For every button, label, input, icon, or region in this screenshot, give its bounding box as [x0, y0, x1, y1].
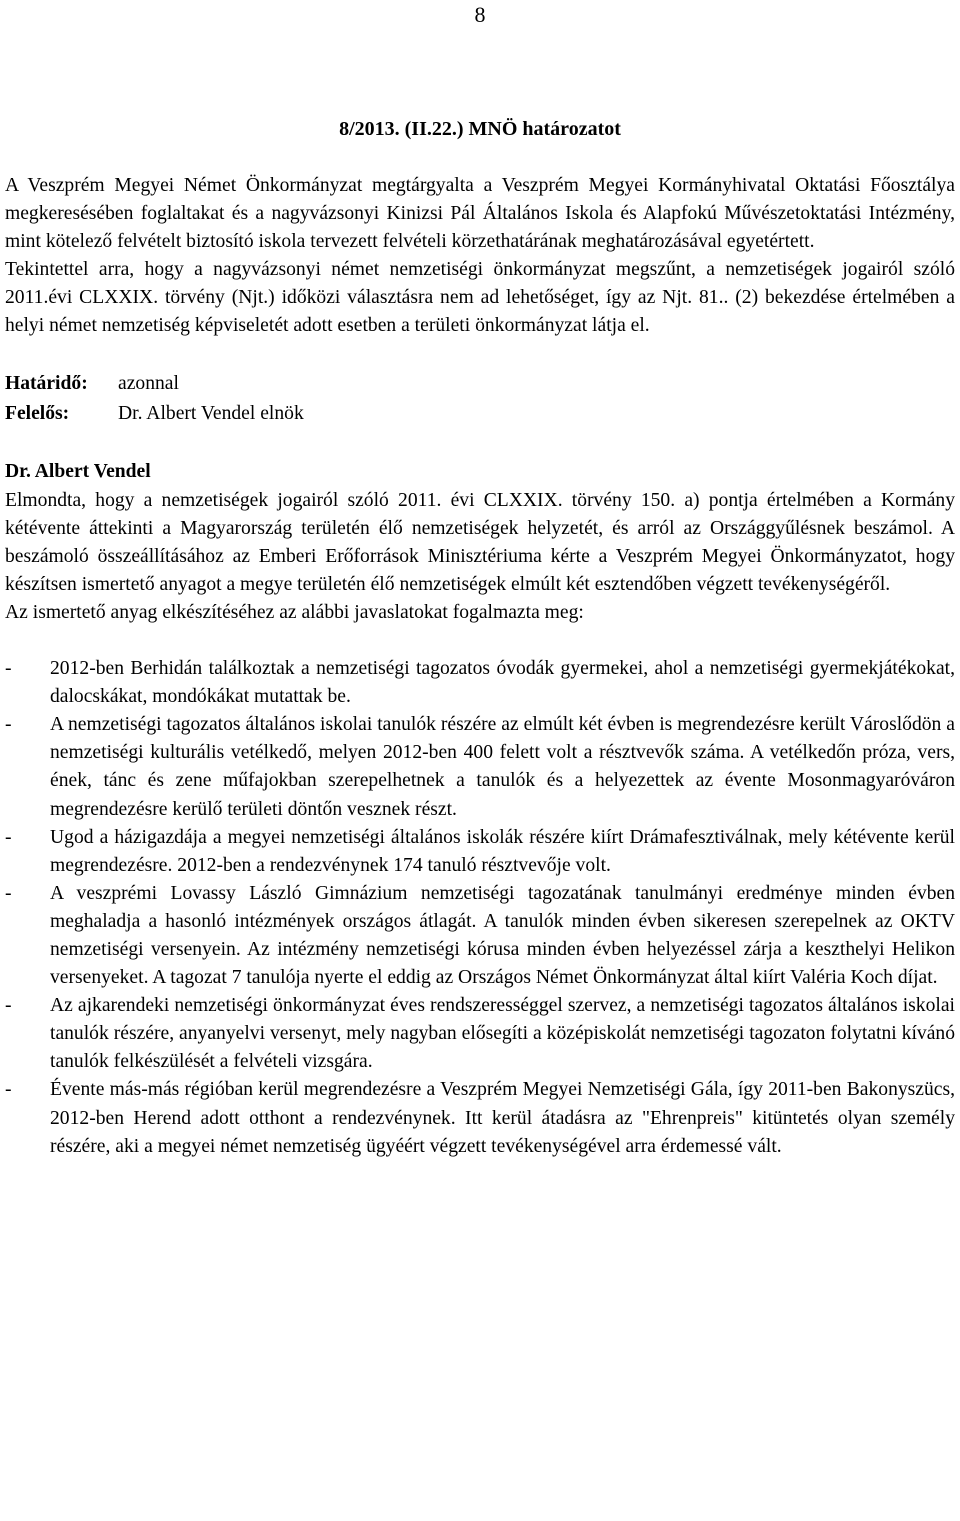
document-body — [5, 114, 955, 1161]
bullet-dash: - — [5, 1079, 12, 1101]
responsible-value: Dr. Albert Vendel elnök — [118, 402, 304, 424]
bullet-dash: - — [5, 714, 12, 736]
deadline-label: Határidő: — [5, 372, 88, 394]
bullet-dash: - — [5, 882, 12, 904]
page-number: 8 — [474, 2, 486, 27]
proposal-list — [5, 655, 955, 1161]
speech-paragraph: Az ismertető anyag elkészítéséhez az alábbi javaslatokat fogalmazta meg: — [5, 601, 584, 623]
list-item — [5, 992, 955, 1076]
list-item-text: Ugod a házigazdája a megyei nemzetiségi általános iskolák részére kiírt Drámafesztiválnak, mely kétévente kerül megrendezésre. 2012-ben a rendezvénynek 174 tanuló résztvevője volt. — [50, 826, 955, 876]
speaker-name: Dr. Albert Vendel — [5, 460, 151, 482]
bullet-dash: - — [5, 995, 12, 1017]
list-item-text: A veszprémi Lovassy László Gimnázium nemzetiségi tagozatának tanulmányi eredménye minden évben meghaladja a hasonló intézmények országos átlagát. A tanulók minden évben sikeresen szerepelnek az OKTV nemzetiségi versenyein. Az intézmény nemzetiségi kórusa minden évben helyezéssel zárja a keszthelyi Helikon versenyeket. A tagozat 7 tanulója nyerte el eddig az Országos Német Önkormányzat által kiírt Valéria Koch díjat. — [50, 882, 955, 989]
list-item — [5, 824, 955, 880]
list-item-text: Évente más-más régióban kerül megrendezésre a Veszprém Megyei Nemzetiségi Gála, így 2011-ben Bakonyszücs, 2012-ben Herend adott otthont a rendezvénynek. Itt kerül átadásra az "Ehrenpreis" kitüntetés olyan személy részére, aki a megyei német nemzetiség ügyéért végzett tevékenységével arra érdemessé vált. — [50, 1079, 955, 1157]
responsible-row — [5, 399, 955, 429]
responsible-label: Felelős: — [5, 402, 70, 424]
deadline-row — [5, 369, 955, 399]
list-item-text: 2012-ben Berhidán találkoztak a nemzetiségi tagozatos óvodák gyermekei, ahol a nemzetiségi gyermekjátékokat, dalocskákat, mondókákat mutattak be. — [50, 658, 955, 708]
resolution-title: 8/2013. (II.22.) MNÖ határozatot — [339, 118, 621, 140]
list-item — [5, 655, 955, 711]
resolution-paragraph: Tekintettel arra, hogy a nagyvázsonyi német nemzetiségi önkormányzat megszűnt, a nemzetiségek jogairól szóló 2011.évi CLXXIX. törvény (Njt.) időközi választásra nem ad lehetőséget, így az Njt. 81.. (2) bekezdése értelmében a helyi német nemzetiség képviseletét adott esetben a területi önkormányzat látja el. — [5, 259, 955, 337]
resolution-paragraph: A Veszprém Megyei Német Önkormányzat megtárgyalta a Veszprém Megyei Kormányhivatal Oktatási Főosztálya megkeresésében foglaltakat és a nagyvázsonyi Kinizsi Pál Általános Iskola és Alapfokú Művészetoktatási Intézmény, mint kötelező felvételt biztosító iskola tervezett felvételi körzethatárának meghatározásával egyetértett. — [5, 175, 955, 253]
list-item — [5, 1076, 955, 1160]
deadline-value: azonnal — [118, 372, 179, 394]
list-item-text: A nemzetiségi tagozatos általános iskolai tanulók részére az elmúlt két évben is megrendezésre került Városlődön a nemzetiségi kulturális vetélkedő, melyen 2012-ben 400 felett volt a résztvevők száma. A vetélkedőn próza, vers, ének, tánc és zene műfajokban szerepelhetnek a tanulók és a helyezettek az évente Mosonmagyaróváron megrendezésre kerülő területi döntőn vesznek részt. — [50, 714, 955, 820]
speech-paragraph: Elmondta, hogy a nemzetiségek jogairól szóló 2011. évi CLXXIX. törvény 150. a) pontja értelmében a Kormány kétévente áttekinti a Magyarország területén élő nemzetiségek helyzetét, és arról az Országgyűlésnek beszámol. A beszámoló összeállításához az Emberi Erőforrások Minisztériuma kérte a Veszprém Megyei Önkormányzatot, hogy készítsen ismertető anyagot a megye területén élő nemzetiségek elmúlt két esztendőben végzett tevékenységéről. — [5, 489, 955, 595]
list-item — [5, 711, 955, 823]
list-item-text: Az ajkarendeki nemzetiségi önkormányzat éves rendszerességgel szervez, a nemzetiségi tagozatos általános iskolai tanulók részére, anyanyelvi versenyt, mely nagyban elősegíti a középiskolát nemzetiségi tagozaton folytatni kívánó tanulók felkészülését a felvételi vizsgára. — [50, 995, 955, 1073]
list-item — [5, 880, 955, 992]
bullet-dash: - — [5, 826, 12, 848]
bullet-dash: - — [5, 658, 12, 680]
